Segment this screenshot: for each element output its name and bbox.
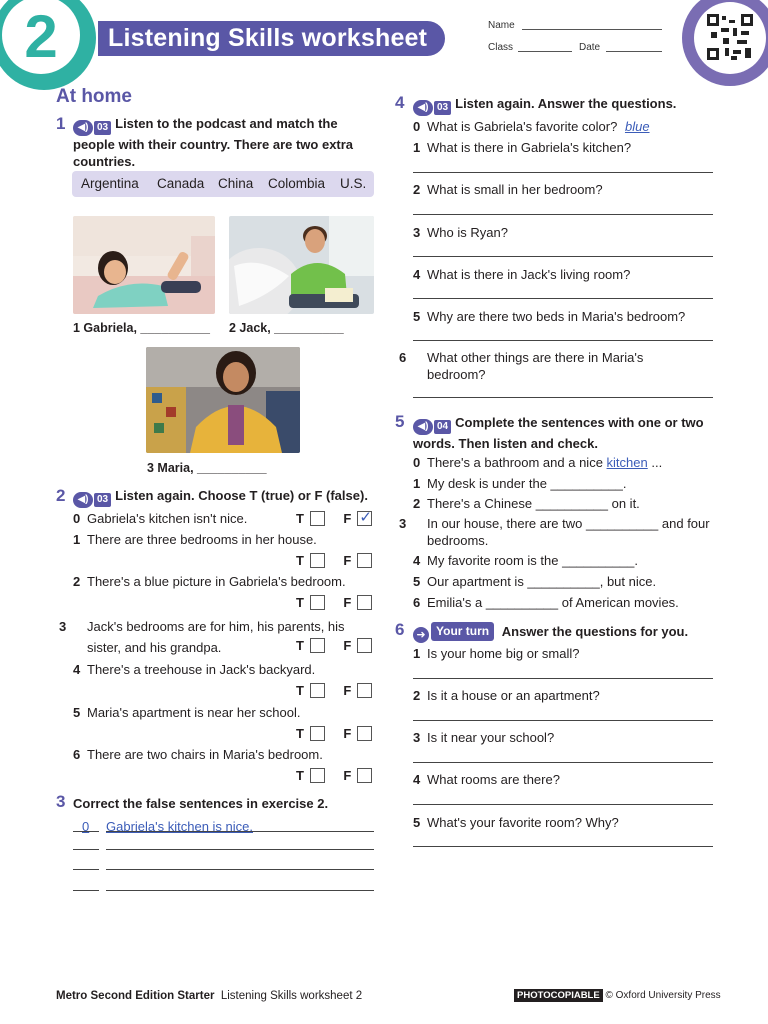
answer-line[interactable]: [73, 869, 99, 870]
ex3-example-number: 0: [82, 819, 90, 834]
footer-book-title: Metro Second Edition Starter Listening Skills worksheet 2: [56, 990, 363, 1002]
true-checkbox[interactable]: [310, 726, 325, 741]
name-label: Name: [488, 20, 515, 31]
photo-maria: [146, 347, 300, 453]
ex4-question: 3 Who is Ryan?: [413, 225, 508, 240]
answer-line: [106, 831, 374, 832]
audio-icon[interactable]: ◀) 03: [413, 100, 451, 116]
country-option: Colombia: [268, 176, 326, 191]
country-option: Canada: [157, 176, 205, 191]
caption-gabriela: 1 Gabriela, __________: [73, 321, 210, 335]
tf-item: 4 There's a treehouse in Jack's backyard.: [73, 662, 316, 677]
answer-line: [73, 831, 99, 832]
answer-line[interactable]: [413, 214, 713, 215]
false-checkbox[interactable]: [357, 768, 372, 783]
ex2-number: 2: [56, 486, 66, 505]
true-checkbox[interactable]: [310, 511, 325, 526]
ex6-question: 2 Is it a house or an apartment?: [413, 688, 600, 703]
qr-code-icon[interactable]: [707, 14, 753, 60]
ex4-instruction: ◀) 03 Listen again. Answer the questions.: [413, 95, 713, 116]
photocopiable-label: PHOTOCOPIABLE: [514, 989, 603, 1002]
ex6-question: 5 What's your favorite room? Why?: [413, 815, 619, 830]
tf-choice: T F: [296, 594, 372, 612]
publisher-label: © Oxford University Press: [605, 990, 721, 1001]
answer-line[interactable]: [73, 890, 99, 891]
tf-choice: T F: [296, 637, 372, 655]
name-field[interactable]: [522, 20, 662, 30]
ex6-question: 4 What rooms are there?: [413, 772, 560, 787]
tf-item: 6 There are two chairs in Maria's bedroom.: [73, 747, 323, 762]
arrow-right-icon: ➜: [413, 627, 429, 643]
ex5-item: 1 My desk is under the __________.: [413, 476, 627, 491]
false-checkbox[interactable]: [357, 726, 372, 741]
answer-line[interactable]: [106, 849, 374, 850]
footer-copyright: [514, 990, 721, 1001]
ex4-number: 4: [395, 93, 405, 112]
ex6-question: 1 Is your home big or small?: [413, 646, 580, 661]
ex4-example-answer: blue: [624, 119, 650, 134]
ex1-number: 1: [56, 114, 66, 133]
ex5-example: 0 There's a bathroom and a nice kitchen ...: [413, 455, 663, 470]
tf-choice: T F: [296, 767, 372, 785]
country-option: U.S.: [340, 176, 367, 191]
ex5-instruction: ◀) 04 Complete the sentences with one or two words. Then listen and check.: [413, 415, 704, 451]
answer-line[interactable]: [413, 846, 713, 847]
ex3-instruction: Correct the false sentences in exercise 2.: [73, 796, 329, 811]
photo-gabriela: [73, 216, 215, 314]
answer-line[interactable]: [413, 340, 713, 341]
your-turn-badge: Your turn: [431, 622, 494, 641]
ex4-question: 1 What is there in Gabriela's kitchen?: [413, 140, 632, 155]
ex4-question: 4 What is there in Jack's living room?: [413, 267, 631, 282]
ex1-instruction: ◀) 03 Listen to the podcast and match the people with their country. There are two extra countries.: [73, 116, 354, 169]
ex5-item: 6 Emilia's a __________ of American movies.: [413, 595, 679, 610]
tf-choice: T F: [296, 725, 372, 743]
ex5-number: 5: [395, 412, 405, 431]
answer-line[interactable]: [413, 397, 713, 398]
tf-choice: T F ✓: [296, 509, 372, 526]
unit-number: 2: [24, 3, 58, 70]
audio-icon[interactable]: ◀) 03: [73, 492, 111, 508]
tf-item: 3 Jack's bedrooms are for him, his parents, his sister, and his grandpa.: [59, 619, 345, 655]
answer-line[interactable]: [413, 720, 713, 721]
ex4-question: 6 What other things are there in Maria's bedroom?: [399, 350, 644, 382]
tf-item: 0 Gabriela's kitchen isn't nice.: [73, 511, 248, 526]
answer-line[interactable]: [413, 762, 713, 763]
check-mark-icon: ✓: [359, 509, 372, 526]
tf-choice: T F: [296, 552, 372, 570]
true-checkbox[interactable]: [310, 595, 325, 610]
ex4-question: 2 What is small in her bedroom?: [413, 182, 603, 197]
ex6-question: 3 Is it near your school?: [413, 730, 555, 745]
caption-jack: 2 Jack, __________: [229, 321, 344, 335]
country-option: China: [218, 176, 254, 191]
false-checkbox[interactable]: [357, 595, 372, 610]
false-checkbox[interactable]: [357, 638, 372, 653]
ex6-instruction: ➜ Your turn Answer the questions for you.: [413, 622, 723, 643]
false-checkbox[interactable]: [357, 683, 372, 698]
section-title: At home: [56, 86, 132, 107]
answer-line[interactable]: [73, 849, 99, 850]
audio-icon[interactable]: ◀) 04: [413, 419, 451, 435]
class-label: Class: [488, 42, 514, 53]
answer-line[interactable]: [106, 869, 374, 870]
answer-line[interactable]: [413, 804, 713, 805]
answer-line[interactable]: [413, 298, 713, 299]
ex3-number: 3: [56, 792, 66, 811]
audio-icon[interactable]: ◀) 03: [73, 120, 111, 136]
ex4-question: 5 Why are there two beds in Maria's bedroom?: [413, 309, 686, 324]
answer-line[interactable]: [413, 172, 713, 173]
caption-maria: 3 Maria, __________: [147, 461, 267, 475]
answer-line[interactable]: [413, 678, 713, 679]
true-checkbox[interactable]: [310, 638, 325, 653]
country-option: Argentina: [81, 176, 139, 191]
true-checkbox[interactable]: [310, 768, 325, 783]
date-field[interactable]: [606, 42, 662, 52]
tf-item: 5 Maria's apartment is near her school.: [73, 705, 301, 720]
tf-item: 2 There's a blue picture in Gabriela's bedroom.: [73, 574, 346, 589]
photo-jack: [229, 216, 374, 314]
ex5-item: 2 There's a Chinese __________ on it.: [413, 496, 640, 511]
worksheet-title: Listening Skills worksheet: [108, 24, 428, 52]
true-checkbox[interactable]: [310, 683, 325, 698]
ex5-item: 3 In our house, there are two __________ and four bedrooms.: [399, 516, 710, 548]
ex2-instruction: ◀) 03 Listen again. Choose T (true) or F (false).: [73, 487, 383, 508]
false-checkbox[interactable]: [357, 511, 372, 526]
ex5-example-answer: kitchen: [606, 455, 648, 470]
false-checkbox[interactable]: [357, 553, 372, 568]
tf-choice: T F: [296, 682, 372, 700]
ex5-item: 5 Our apartment is __________, but nice.: [413, 574, 657, 589]
true-checkbox[interactable]: [310, 553, 325, 568]
ex3-example-answer: Gabriela's kitchen is nice.: [106, 819, 253, 834]
class-field[interactable]: [518, 42, 572, 52]
tf-item: 1 There are three bedrooms in her house.: [73, 532, 317, 547]
date-label: Date: [579, 42, 601, 53]
ex6-number: 6: [395, 620, 405, 639]
ex5-item: 4 My favorite room is the __________.: [413, 553, 639, 568]
ex4-example: 0 What is Gabriela's favorite color? blue: [413, 119, 650, 134]
answer-line[interactable]: [106, 890, 374, 891]
answer-line[interactable]: [413, 256, 713, 257]
